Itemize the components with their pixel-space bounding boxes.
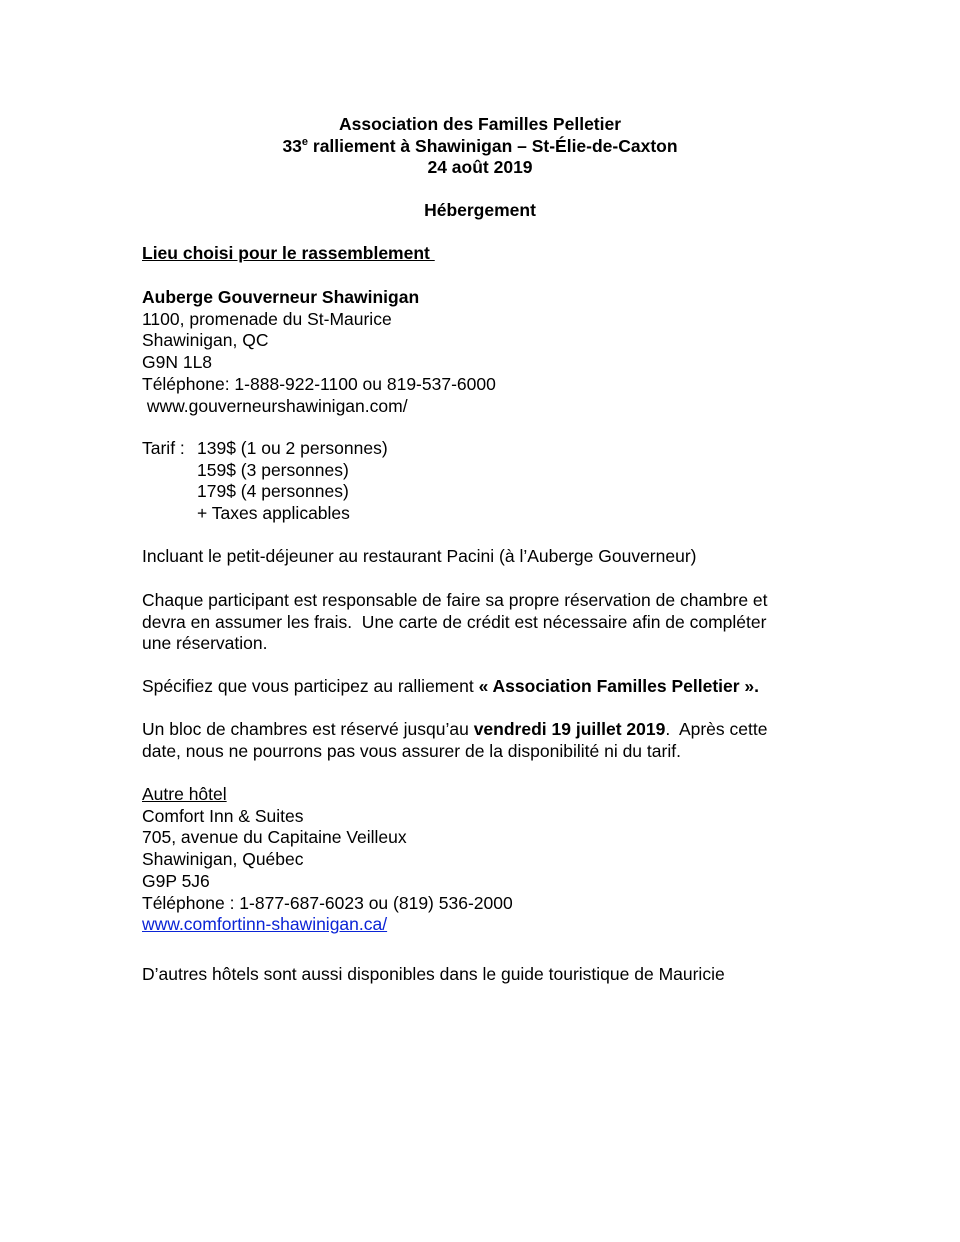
- specify-association: « Association Familles Pelletier ».: [478, 676, 760, 696]
- responsibility-line: une réservation.: [142, 633, 268, 654]
- other-hotel-city: Shawinigan, Québec: [142, 849, 304, 870]
- block-after: . Après cette: [665, 719, 768, 739]
- venue-name: Auberge Gouverneur Shawinigan: [142, 287, 420, 307]
- tarif-row: [142, 438, 842, 460]
- other-hotel-name: Comfort Inn & Suites: [142, 805, 304, 826]
- tarif-block: [142, 438, 842, 525]
- venue-details: [142, 287, 842, 417]
- footer-note-paragraph: [142, 964, 842, 986]
- venue-postal: G9N 1L8: [142, 352, 213, 373]
- section-title: Hébergement: [424, 200, 536, 220]
- event-date: 24 août 2019: [427, 157, 533, 177]
- rally-superscript: e: [301, 135, 309, 148]
- block-paragraph: [142, 719, 842, 762]
- responsibility-paragraph: [142, 590, 842, 655]
- specify-paragraph: [142, 676, 842, 698]
- other-hotel-phone: Téléphone : 1-877-687-6023 ou (819) 536-2000: [142, 892, 513, 913]
- other-hotel-block: [142, 784, 842, 936]
- venue-heading: Lieu choisi pour le rassemblement: [142, 243, 435, 263]
- venue-city: Shawinigan, QC: [142, 330, 269, 351]
- tarif-rate: 159$ (3 personnes): [197, 459, 349, 480]
- document-header: [0, 114, 960, 179]
- block-line-2: date, nous ne pourrons pas vous assurer de la disponibilité ni du tarif.: [142, 740, 681, 761]
- other-hotel-address: 705, avenue du Capitaine Veilleux: [142, 827, 407, 848]
- other-hotel-postal: G9P 5J6: [142, 870, 210, 891]
- rally-number: 33: [282, 135, 302, 156]
- venue-phone: Téléphone: 1-888-922-1100 ou 819-537-6000: [142, 373, 496, 394]
- venue-website[interactable]: www.gouverneurshawinigan.com/: [142, 395, 408, 416]
- footer-note: D’autres hôtels sont aussi disponibles dans le guide touristique de Mauricie: [142, 964, 725, 984]
- specify-text: Spécifiez que vous participez au ralliement: [142, 676, 479, 696]
- tarif-rate: 139$ (1 ou 2 personnes): [197, 438, 388, 458]
- venue-block: [142, 243, 842, 265]
- tarif-label: Tarif :: [142, 438, 190, 458]
- tarif-rate: 179$ (4 personnes): [197, 481, 349, 502]
- responsibility-line: Chaque participant est responsable de faire sa propre réservation de chambre et: [142, 590, 768, 610]
- breakfast-text: Incluant le petit-déjeuner au restaurant Pacini (à l’Auberge Gouverneur): [142, 546, 697, 566]
- rally-rest: ralliement à Shawinigan – St-Élie-de-Caxton: [308, 135, 678, 156]
- org-title: Association des Familles Pelletier: [338, 114, 622, 134]
- venue-address: 1100, promenade du St-Maurice: [142, 308, 392, 329]
- rally-title: [0, 136, 960, 158]
- specify-line: [142, 676, 842, 698]
- responsibility-line: devra en assumer les frais. Une carte de crédit est nécessaire afin de compléter: [142, 611, 767, 632]
- other-hotel-website-link[interactable]: www.comfortinn-shawinigan.ca/: [142, 914, 388, 935]
- block-text: Un bloc de chambres est réservé jusqu’au: [142, 719, 474, 739]
- block-deadline: vendredi 19 juillet 2019: [473, 719, 666, 739]
- block-line: [142, 719, 842, 741]
- tarif-taxes: + Taxes applicables: [197, 503, 350, 524]
- breakfast-paragraph: [142, 546, 842, 568]
- other-hotel-heading: Autre hôtel: [142, 784, 227, 804]
